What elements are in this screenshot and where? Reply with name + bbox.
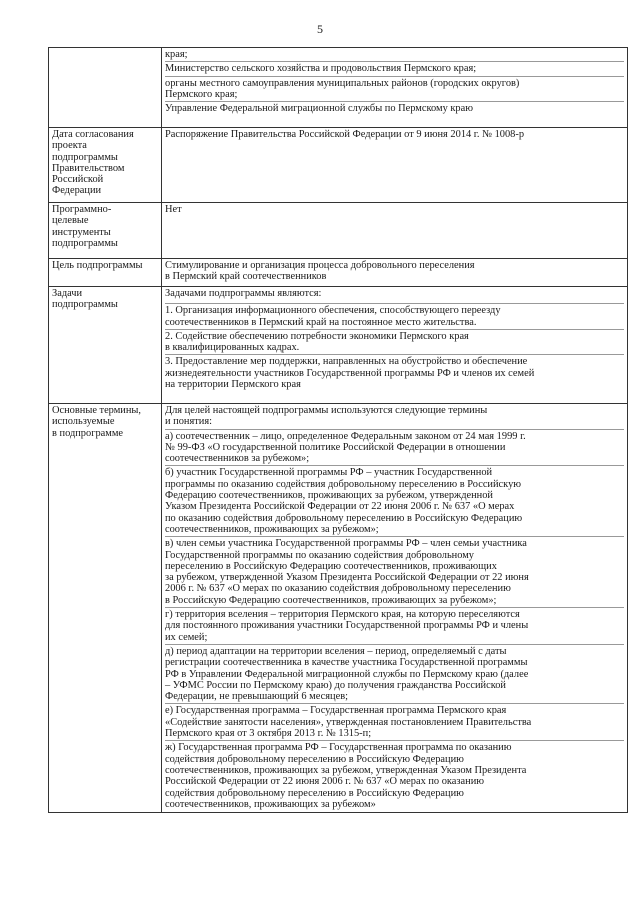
label-line: подпрограммы: [52, 151, 118, 163]
content-paragraph: [165, 49, 624, 60]
table-row: [49, 259, 628, 287]
content-paragraph: [165, 607, 624, 643]
row-label: [49, 128, 162, 203]
row-content: [162, 203, 628, 259]
content-line: а) соотечественник – лицо, определенное Федеральным законом от 24 мая 1999 г.: [165, 430, 526, 442]
content-paragraph: [165, 405, 624, 428]
content-paragraph: [165, 260, 624, 283]
table-row: [49, 404, 628, 813]
content-line: Распоряжение Правительства Российской Федерации от 9 июня 2014 г. № 1008-р: [165, 129, 525, 140]
content-paragraph: [165, 644, 624, 702]
content-line: соотечественников, проживающих за рубежом»: [165, 798, 376, 810]
content-line: в Российскую Федерацию соотечественников, проживающих за рубежом»;: [165, 594, 497, 606]
label-line: Задачи: [52, 288, 83, 299]
row-content: [162, 259, 628, 287]
content-line: регистрации соотечественника в качестве участника Государственной программы: [165, 657, 528, 669]
content-line: Министерство сельского хозяйства и продовольствия Пермского края;: [165, 63, 477, 75]
content-line: – УФМС России по Пермскому краю) до получения гражданства Российской: [165, 679, 506, 691]
content-paragraph: [165, 536, 624, 606]
content-line: ж) Государственная программа РФ – Государственная программа по оказанию: [165, 742, 512, 754]
content-line: для постоянного проживания участники Государственной программы РФ и члены: [165, 620, 529, 632]
content-paragraph: [165, 429, 624, 465]
content-line: по оказанию содействия добровольному переселению в Российскую Федерацию: [165, 512, 523, 524]
content-line: Нет: [165, 204, 182, 215]
content-line: на территории Пермского края: [165, 379, 301, 391]
content-line: РФ в Управлении Федеральной миграционной службы по Пермскому краю (далее: [165, 668, 529, 680]
label-line: Правительством: [52, 162, 125, 174]
content-line: Для целей настоящей подпрограммы используются следующие термины: [165, 405, 488, 416]
label-line: Программно-: [52, 204, 112, 215]
content-line: «Содействие занятости населения», утвержденная постановлением Правительства: [165, 716, 532, 728]
content-line: содействия добровольному переселению в Российскую Федерацию: [165, 753, 464, 765]
row-label: [49, 259, 162, 287]
row-content: [162, 404, 628, 813]
label-line: в подпрограмме: [52, 427, 124, 439]
table-row: [49, 128, 628, 203]
content-line: 1. Организация информационного обеспечения, способствующего переезду: [165, 305, 501, 317]
label-line: проекта: [52, 140, 87, 152]
content-line: Пермского края;: [165, 88, 238, 100]
label-line: Федерации: [52, 185, 102, 197]
content-line: в Пермский край соотечественников: [165, 271, 327, 283]
label-line: инструменты: [52, 226, 111, 238]
content-line: органы местного самоуправления муниципальных районов (городских округов): [165, 77, 520, 89]
content-line: е) Государственная программа – Государственная программа Пермского края: [165, 705, 507, 717]
row-label: [49, 287, 162, 404]
content-line: б) участник Государственной программы РФ – участник Государственной: [165, 467, 493, 479]
content-line: в квалифицированных кадрах.: [165, 342, 300, 354]
content-line: их семей;: [165, 631, 208, 643]
content-line: программы по оказанию содействия добровольному переселению в Российскую: [165, 478, 522, 490]
content-line: соотечественников в Пермский край на постоянное место жительства.: [165, 316, 477, 328]
content-line: переселению в Российскую Федерацию соотечественников, проживающих: [165, 560, 497, 572]
content-line: Пермского края от 3 октября 2013 г. № 1315-п;: [165, 728, 372, 740]
content-line: в) член семьи участника Государственной программы РФ – член семьи участника: [165, 538, 527, 550]
content-line: 2006 г. № 637 «О мерах по оказанию содействия добровольному переселению: [165, 583, 511, 595]
content-paragraph: [165, 288, 624, 299]
content-paragraph: [165, 76, 624, 101]
content-line: жизнедеятельности участников Государственной программы РФ и членов их семей: [165, 367, 535, 379]
content-paragraph: [165, 354, 624, 390]
content-paragraph: [165, 465, 624, 535]
subprogram-passport-table: [48, 47, 628, 813]
label-line: подпрограммы: [52, 299, 118, 311]
content-line: Указом Президента Российской Федерации от 22 июня 2006 г. № 637 «О мерах: [165, 501, 515, 513]
content-line: Федерации, не превышающий 6 месяцев;: [165, 691, 348, 703]
content-line: г) территория вселения – территория Пермского края, на которую переселяются: [165, 609, 520, 621]
content-line: № 99-ФЗ «О государственной политике Российской Федерации в отношении: [165, 441, 506, 453]
row-label: [49, 48, 162, 128]
content-paragraph: [165, 101, 624, 114]
row-content: [162, 48, 628, 128]
content-line: содействия добровольному переселению в Российскую Федерацию: [165, 787, 464, 799]
content-line: 2. Содействие обеспечению потребности экономики Пермского края: [165, 330, 469, 342]
row-content: [162, 287, 628, 404]
content-paragraph: [165, 740, 624, 810]
content-paragraph: [165, 703, 624, 739]
label-line: Основные термины,: [52, 405, 141, 416]
content-line: д) период адаптации на территории вселения – период, определяемый с даты: [165, 645, 507, 657]
content-line: Российской Федерации от 22 июня 2006 г. № 637 «О мерах по оказанию: [165, 776, 485, 788]
content-line: за рубежом, утвержденной Указом Президента Российской Федерации от 22 июня: [165, 572, 529, 584]
table-row: [49, 48, 628, 128]
content-line: Стимулирование и организация процесса добровольного переселения: [165, 260, 475, 271]
content-line: соотечественников, проживающих за рубежом»;: [165, 523, 379, 535]
content-line: 3. Предоставление мер поддержки, направленных на обустройство и обеспечение: [165, 356, 528, 368]
label-line: Дата согласования: [52, 129, 134, 140]
content-line: края;: [165, 49, 188, 60]
content-line: Управление Федеральной миграционной службы по Пермскому краю: [165, 103, 473, 115]
table-row: [49, 203, 628, 259]
content-line: Федерацию соотечественников, проживающих за рубежом, утвержденной: [165, 490, 493, 502]
label-line: используемые: [52, 416, 115, 428]
row-label: [49, 404, 162, 813]
label-line: Цель подпрограммы: [52, 260, 143, 271]
row-content: [162, 128, 628, 203]
content-paragraph: [165, 204, 624, 215]
content-paragraph: [165, 129, 624, 140]
label-line: целевые: [52, 215, 89, 227]
content-paragraph: [165, 61, 624, 74]
table-row: [49, 287, 628, 404]
content-line: Государственной программы по оказанию содействия добровольному: [165, 549, 475, 561]
page-number: 5: [317, 22, 323, 36]
content-line: Задачами подпрограммы являются:: [165, 288, 322, 299]
row-label: [49, 203, 162, 259]
label-line: подпрограммы: [52, 237, 118, 249]
content-paragraph: [165, 329, 624, 354]
content-paragraph: [165, 303, 624, 328]
label-line: Российской: [52, 174, 104, 186]
content-line: соотечественников, проживающих за рубежом, утвержденная Указом Президента: [165, 764, 527, 776]
content-line: и понятия:: [165, 416, 213, 428]
content-line: соотечественников за рубежом»;: [165, 453, 310, 465]
